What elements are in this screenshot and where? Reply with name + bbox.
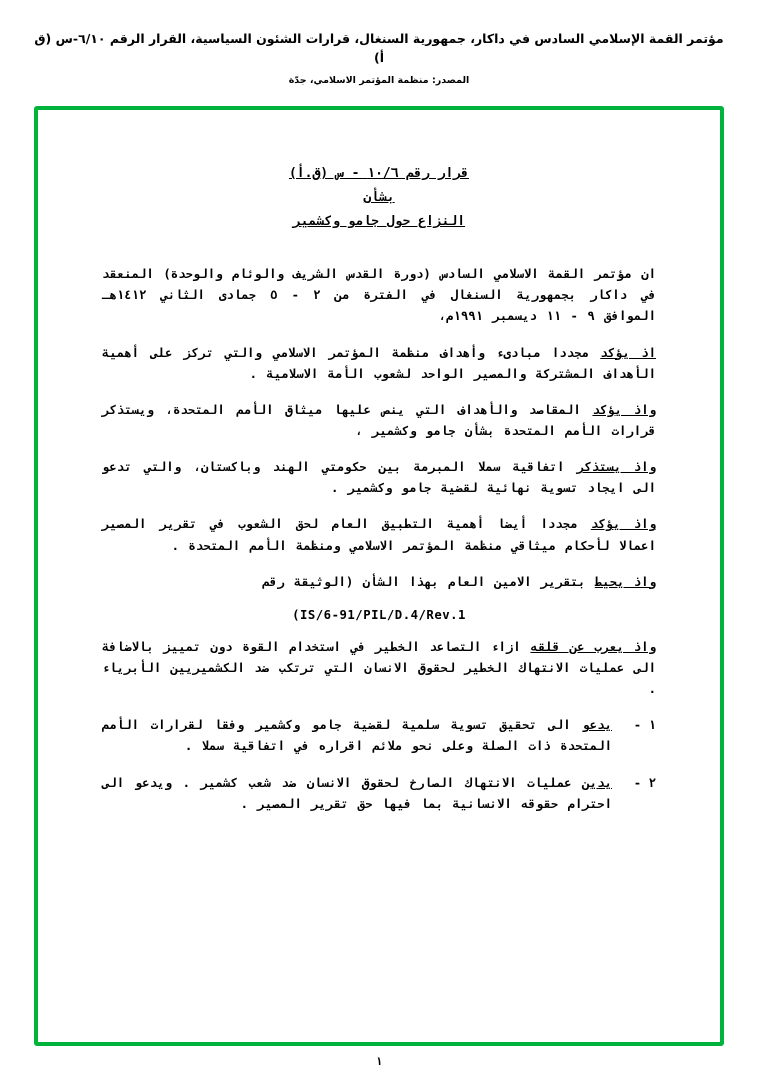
paragraph-lead: واذ يعرب عن قلقه <box>530 639 656 654</box>
paragraph-simla-agreement <box>102 457 656 499</box>
paragraph-lead: واذ يستذكر <box>576 460 656 475</box>
header-source: المصدر: منظمة المؤتمر الاسلامي، جدّة <box>288 74 470 86</box>
paragraph-secretary-general-report <box>102 572 656 593</box>
resolution-subject: النزاع حول جامو وكشمير <box>292 214 466 230</box>
paragraph-text: المقاصد والأهداف التي ينص عليها ميثاق الأمم المتحدة، ويستذكر قرارات الأمم المتحدة بشأن جامو وكشمير ، <box>102 402 656 438</box>
paragraph-lead: واذ يؤكد <box>592 402 656 417</box>
item-lead: يدين <box>582 775 612 790</box>
document-body <box>38 110 720 850</box>
paragraph-lead: واذ يحيط <box>594 574 656 589</box>
paragraph-text: مجددا مبادىء وأهداف منظمة المؤتمر الاسلامي والتي تركز على أهمية الأهداف المشتركة والمصير الواحد لشعوب الأمة الاسلامية . <box>102 345 656 381</box>
regarding-label: بشأن <box>363 190 395 206</box>
paragraph-lead: واذ يؤكد <box>590 517 656 532</box>
paragraph-text: مجددا أيضا أهمية التطبيق العام لحق الشعوب في تقرير المصير اعمالا لأحكام ميثاقي منظمة المؤتمر الاسلامي ومنظمة الأمم المتحدة . <box>102 517 656 553</box>
page-number: ١ <box>375 1055 383 1068</box>
item-lead: يدعو <box>582 718 612 733</box>
numbered-item-1 <box>102 715 656 757</box>
paragraph-text: اتفاقية سملا المبرمة بين حكومتي الهند وباكستان، والتي تدعو الى ايجاد تسوية نهائية لقضية جامو وكشمير . <box>102 460 656 496</box>
item-body <box>102 773 612 815</box>
paragraph-affirm-principles <box>102 343 656 385</box>
preamble-text: ان مؤتمر القمة الاسلامي السادس (دورة القدس الشريف والوئام والوحدة) المنعقد في داكار بجمهورية السنغال في الفترة من ٢ - ٥ جمادى الثاني ١٤١٢هـ الموافق ٩ - ١١ ديسمبر ١٩٩١م، <box>102 267 656 324</box>
item-text: الى تحقيق تسوية سلمية لقضية جامو وكشمير وفقا لقرارات الأمم المتحدة ذات الصلة وعلى نحو ملائم اقراره في اتفاقية سملا . <box>102 718 612 754</box>
green-bordered-content-frame <box>34 106 724 1046</box>
item-body <box>102 715 612 757</box>
item-number: ٢ - <box>633 775 656 790</box>
resolution-title-block <box>102 162 656 234</box>
paragraph-self-determination <box>102 514 656 556</box>
document-header <box>0 0 758 88</box>
paragraph-text: بتقرير الامين العام بهذا الشأن (الوثيقة رقم <box>262 574 595 589</box>
paragraph-un-charter <box>102 400 656 442</box>
preamble-paragraph <box>102 264 656 327</box>
resolution-number: قرار رقم ١٠/٦ - س (ق.أ) <box>288 166 470 181</box>
paragraph-lead: اذ يؤكد <box>600 345 656 360</box>
numbered-item-2 <box>102 773 656 815</box>
item-number: ١ - <box>633 718 656 733</box>
item-text: عمليات الانتهاك الصارخ لحقوق الانسان ضد شعب كشمير . ويدعو الى احترام حقوقه الانسانية بما فيها حق تقرير المصير . <box>102 775 612 811</box>
paragraph-text: ازاء التصاعد الخطير في استخدام القوة دون تمييز بالاضافة الى عمليات الانتهاك الخطير لحقوق الانسان التي ترتكب ضد الكشميريين الأبرياء . <box>102 639 656 697</box>
paragraph-concern <box>102 637 656 700</box>
header-title: مؤتمر القمة الإسلامي السادس في داكار، جمهورية السنغال، قرارات الشئون السياسية، القرار الرقم ٦/١٠-س (ق أ) <box>34 31 724 65</box>
document-reference-code: (IS/6-91/PIL/D.4/Rev.1 <box>292 607 466 622</box>
